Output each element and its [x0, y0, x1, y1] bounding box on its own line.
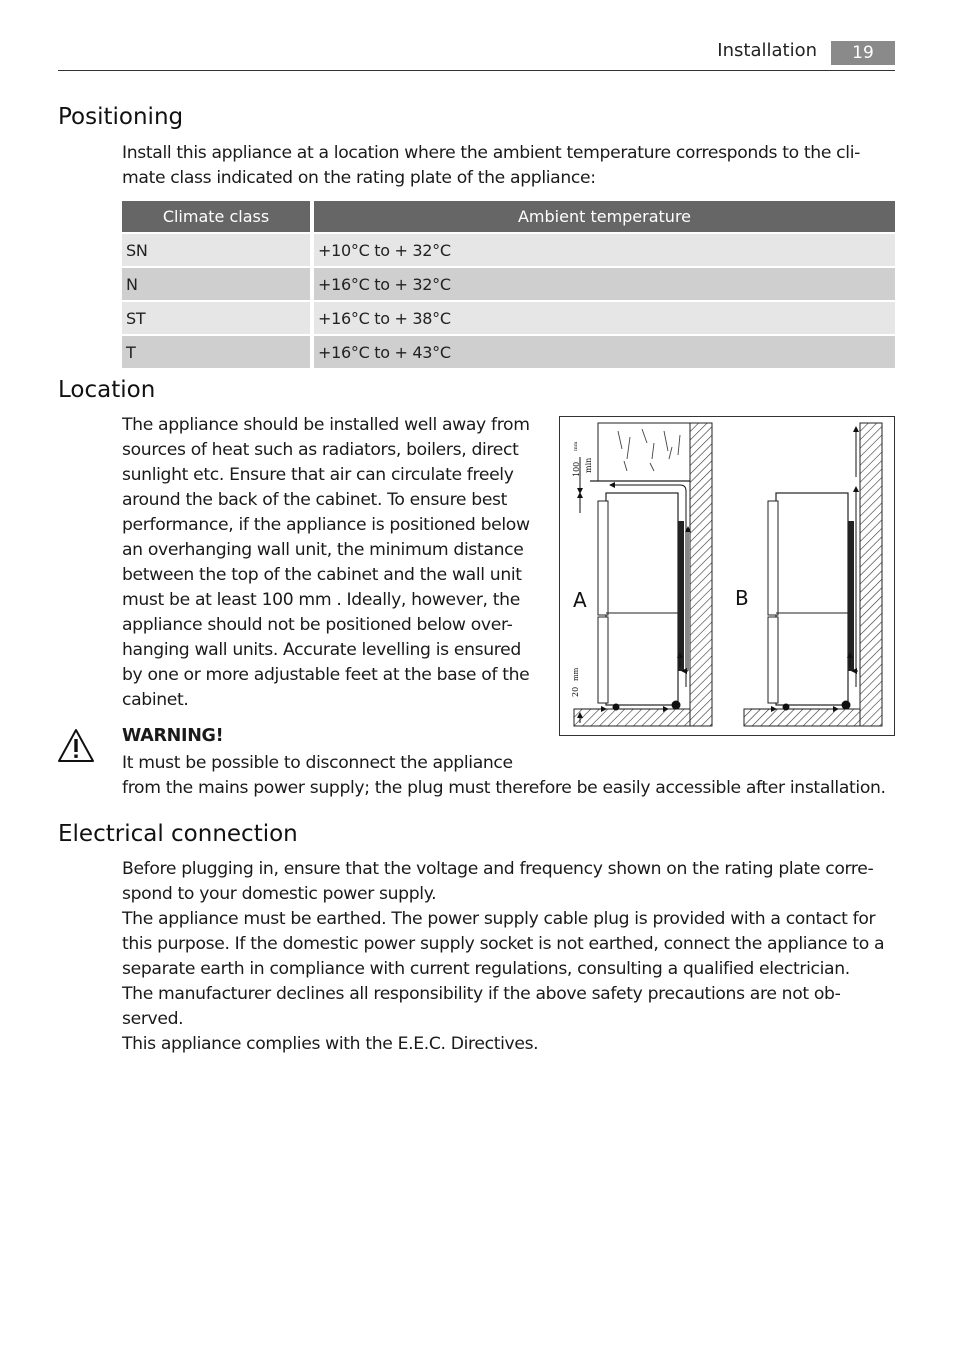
table-cell-class: SN [122, 234, 314, 266]
electrical-line: served. [122, 1009, 184, 1029]
table-cell-class: T [122, 336, 314, 368]
floor-hatch [574, 709, 690, 726]
table-cell-temperature: +16°C to + 43°C [314, 336, 895, 368]
location-line: by one or more adjustable feet at the base of the [122, 665, 530, 685]
table-row [122, 336, 895, 368]
table-cell-temperature: +16°C to + 38°C [314, 302, 895, 334]
diagram-label-a: A [573, 588, 587, 612]
cabinet [776, 493, 848, 705]
location-line: sunlight etc. Ensure that air can circulate freely [122, 465, 514, 485]
table-cell-temperature: +10°C to + 32°C [314, 234, 895, 266]
positioning-intro-line: mate class indicated on the rating plate of the appliance: [122, 168, 596, 188]
location-heading: Location [58, 377, 156, 403]
warning-line: from the mains power supply; the plug must therefore be easily accessible after installation. [122, 778, 886, 798]
electrical-line: The manufacturer declines all responsibility if the above safety precautions are not ob- [122, 984, 841, 1004]
location-line: around the back of the cabinet. To ensure best [122, 490, 508, 510]
dimension-bottom-label: 20 [571, 686, 580, 697]
header-section-name: Installation [717, 40, 817, 61]
location-line: appliance should not be positioned below over- [122, 615, 513, 635]
table-row [122, 302, 895, 334]
location-line: cabinet. [122, 690, 189, 710]
warning-title: WARNING! [122, 726, 224, 746]
floor-hatch [744, 709, 860, 726]
table-header-row [122, 201, 895, 232]
electrical-line: separate earth in compliance with current regulations, consulting a qualified electrician. [122, 959, 850, 979]
dimension-bottom-unit: mm [572, 667, 580, 681]
warning-line: It must be possible to disconnect the appliance [122, 753, 513, 773]
positioning-heading: Positioning [58, 104, 184, 130]
location-line: sources of heat such as radiators, boilers, direct [122, 440, 519, 460]
table-row [122, 268, 895, 300]
diagram-a [571, 423, 712, 726]
location-text [122, 413, 530, 713]
table-header-climate-class: Climate class [122, 201, 314, 232]
location-line: The appliance should be installed well away from [122, 415, 530, 435]
positioning-intro [122, 141, 860, 191]
dimension-top-min: min [584, 457, 593, 473]
electrical-text [122, 857, 884, 1057]
page-number: 19 [831, 41, 895, 65]
installation-diagram [559, 416, 895, 736]
warning-text [122, 751, 886, 801]
condenser [848, 521, 854, 671]
dimension-top-unit: mm [573, 441, 579, 451]
location-line: between the top of the cabinet and the wall unit [122, 565, 522, 585]
electrical-connection-heading: Electrical connection [58, 821, 298, 847]
table-cell-class: ST [122, 302, 314, 334]
condenser [678, 521, 684, 671]
cabinet [606, 493, 678, 705]
page-header [58, 36, 895, 71]
wall-hatch [690, 423, 712, 726]
wall-hatch [860, 423, 882, 726]
table-row [122, 234, 895, 266]
diagram-b [735, 423, 882, 726]
dimension-top-label: 100 [572, 461, 581, 477]
location-line: hanging wall units. Accurate levelling is ensured [122, 640, 521, 660]
table-cell-temperature: +16°C to + 32°C [314, 268, 895, 300]
location-line: an overhanging wall unit, the minimum distance [122, 540, 524, 560]
electrical-line: This appliance complies with the E.E.C. Directives. [122, 1034, 539, 1054]
table-header-ambient-temperature: Ambient temperature [314, 201, 895, 232]
diagram-label-b: B [735, 586, 749, 610]
electrical-line: The appliance must be earthed. The power supply cable plug is provided with a contact for [122, 909, 876, 929]
electrical-line: spond to your domestic power supply. [122, 884, 437, 904]
warning-triangle-icon [57, 728, 95, 764]
wall-unit [598, 423, 690, 481]
electrical-line: this purpose. If the domestic power supply socket is not earthed, connect the appliance to a [122, 934, 885, 954]
location-line: must be at least 100 mm . Ideally, however, the [122, 590, 520, 610]
installation-diagram-svg [560, 417, 894, 735]
positioning-intro-line: Install this appliance at a location where the ambient temperature corresponds to the cli- [122, 143, 860, 163]
location-line: performance, if the appliance is positioned below [122, 515, 530, 535]
table-cell-class: N [122, 268, 314, 300]
climate-class-table [122, 199, 895, 370]
electrical-line: Before plugging in, ensure that the voltage and frequency shown on the rating plate corre- [122, 859, 874, 879]
